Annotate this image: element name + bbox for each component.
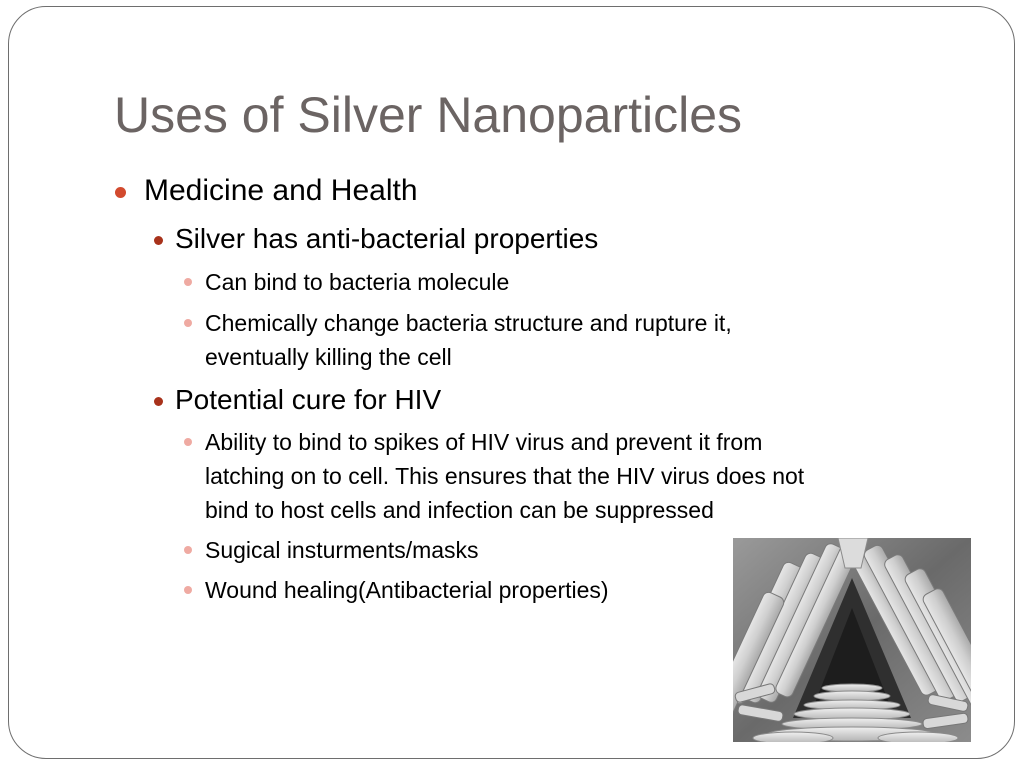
bullet-text-line: bind to host cells and infection can be suppressed	[205, 497, 714, 523]
bullet-text: Sugical insturments/masks	[205, 537, 479, 563]
bullet-text-line: Chemically change bacteria structure and rupture it,	[205, 310, 732, 336]
bullet-dot-icon	[184, 319, 192, 327]
bullet-dot-icon	[154, 397, 163, 406]
micrograph-illustration	[733, 538, 971, 742]
silver-nanoparticle-micrograph-image	[733, 538, 971, 742]
bullet-medicine-and-health	[144, 174, 418, 208]
slide-title: Uses of Silver Nanoparticles	[114, 87, 743, 143]
bullet-dot-icon	[184, 438, 192, 446]
bullet-dot-icon	[184, 586, 192, 594]
bullet-dot-icon	[154, 236, 163, 245]
bullet-text-line: Ability to bind to spikes of HIV virus and prevent it from	[205, 429, 763, 455]
bullet-bind-bacteria	[205, 265, 965, 299]
bullet-hiv-cure	[175, 384, 441, 416]
bullet-text-line: latching on to cell. This ensures that the HIV virus does not	[205, 463, 805, 489]
bullet-text: Silver has anti-bacterial properties	[175, 223, 599, 254]
bullet-text: Can bind to bacteria molecule	[205, 269, 510, 295]
bullet-text-line: eventually killing the cell	[205, 344, 452, 370]
bullet-dot-icon	[184, 278, 192, 286]
bullet-antibacterial	[175, 223, 598, 255]
bullet-text: Medicine and Health	[144, 174, 418, 207]
bullet-hiv-spikes	[205, 425, 965, 527]
bullet-text: Potential cure for HIV	[175, 384, 442, 415]
bullet-dot-icon	[184, 546, 192, 554]
bullet-dot-icon	[115, 187, 126, 198]
bullet-chemically-change	[205, 306, 965, 374]
bullet-text: Wound healing(Antibacterial properties)	[205, 577, 609, 603]
